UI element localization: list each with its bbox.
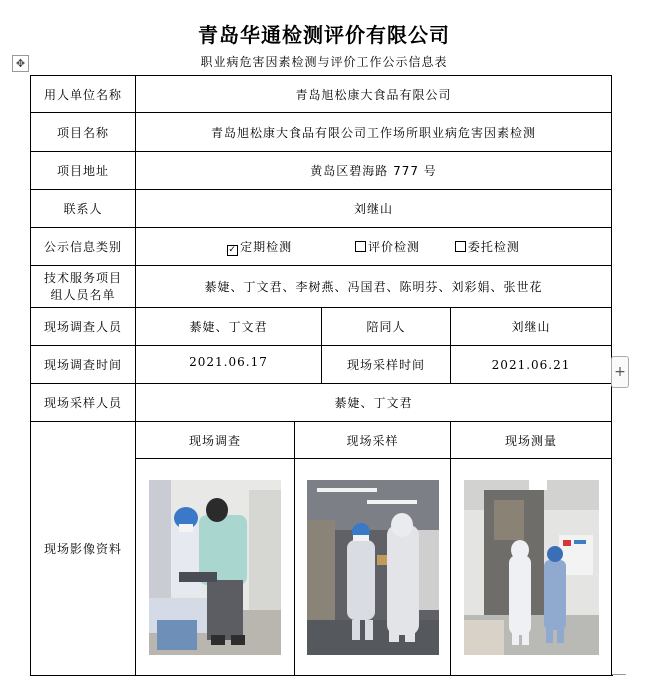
sampling-time-label: 现场采样时间 xyxy=(322,346,451,384)
option-periodic[interactable] xyxy=(227,238,292,256)
image-header-measure: 现场测量 xyxy=(451,422,612,459)
row-image-headers xyxy=(31,422,612,459)
team-label xyxy=(31,266,136,308)
sampling-staff-label: 现场采样人员 xyxy=(31,384,136,422)
company-title: 青岛华通检测评价有限公司 xyxy=(198,23,450,47)
row-employer xyxy=(31,76,612,113)
survey-staff-value: 綦婕、丁文君 xyxy=(136,308,322,346)
option-commissioned-label: 委托检测 xyxy=(467,239,520,254)
survey-staff-label: 现场调查人员 xyxy=(31,308,136,346)
form-subtitle: 职业病危害因素检测与评价工作公示信息表 xyxy=(200,55,448,69)
option-evaluation[interactable] xyxy=(355,238,420,255)
checkbox-icon[interactable] xyxy=(355,241,366,252)
photo-cell-sampling xyxy=(295,459,451,676)
sampling-staff-value: 綦婕、丁文君 xyxy=(136,384,612,422)
address-label: 项目地址 xyxy=(31,152,136,190)
escort-value: 刘继山 xyxy=(451,308,612,346)
survey-photo xyxy=(149,480,281,655)
employer-value: 青岛旭松康大食品有限公司 xyxy=(136,76,612,113)
move-cross-icon[interactable]: ✥ xyxy=(12,55,29,72)
info-table xyxy=(30,75,612,676)
project-label: 项目名称 xyxy=(31,113,136,152)
project-value: 青岛旭松康大食品有限公司工作场所职业病危害因素检测 xyxy=(136,113,612,152)
checkbox-checked-icon[interactable]: ✓ xyxy=(228,244,237,255)
row-team xyxy=(31,266,612,308)
photo-cell-measure xyxy=(451,459,612,676)
image-header-sampling: 现场采样 xyxy=(295,422,451,459)
checkbox-icon[interactable] xyxy=(455,241,466,252)
employer-label: 用人单位名称 xyxy=(31,76,136,113)
images-label: 现场影像资料 xyxy=(31,422,136,676)
team-value: 綦婕、丁文君、李树燕、冯国君、陈明芬、刘彩娟、张世花 xyxy=(136,266,612,308)
row-contact xyxy=(31,190,612,228)
row-survey-staff xyxy=(31,308,612,346)
row-sampling-staff xyxy=(31,384,612,422)
row-category xyxy=(31,228,612,266)
plus-icon[interactable]: + xyxy=(611,356,629,388)
page-corner-mark xyxy=(612,674,626,681)
image-header-survey: 现场调查 xyxy=(136,422,295,459)
sampling-time-value: 2021.06.21 xyxy=(451,346,612,384)
category-options xyxy=(136,228,612,266)
option-evaluation-label: 评价检测 xyxy=(368,239,421,254)
contact-label: 联系人 xyxy=(31,190,136,228)
survey-time-label: 现场调查时间 xyxy=(31,346,136,384)
row-address xyxy=(31,152,612,190)
category-label: 公示信息类别 xyxy=(31,228,136,266)
survey-time-value: 2021.06.17 xyxy=(136,346,322,384)
address-value: 黄岛区碧海路 777 号 xyxy=(136,152,612,190)
team-label-line1: 技术服务项目 xyxy=(43,270,122,285)
escort-label: 陪同人 xyxy=(322,308,451,346)
team-label-line2: 组人员名单 xyxy=(50,287,116,302)
photo-cell-survey xyxy=(136,459,295,676)
option-periodic-label: 定期检测 xyxy=(240,239,293,254)
measure-photo xyxy=(464,480,599,655)
contact-value: 刘继山 xyxy=(136,190,612,228)
sampling-photo xyxy=(307,480,439,655)
row-project xyxy=(31,113,612,152)
row-times xyxy=(31,346,612,384)
option-commissioned[interactable] xyxy=(455,238,520,255)
